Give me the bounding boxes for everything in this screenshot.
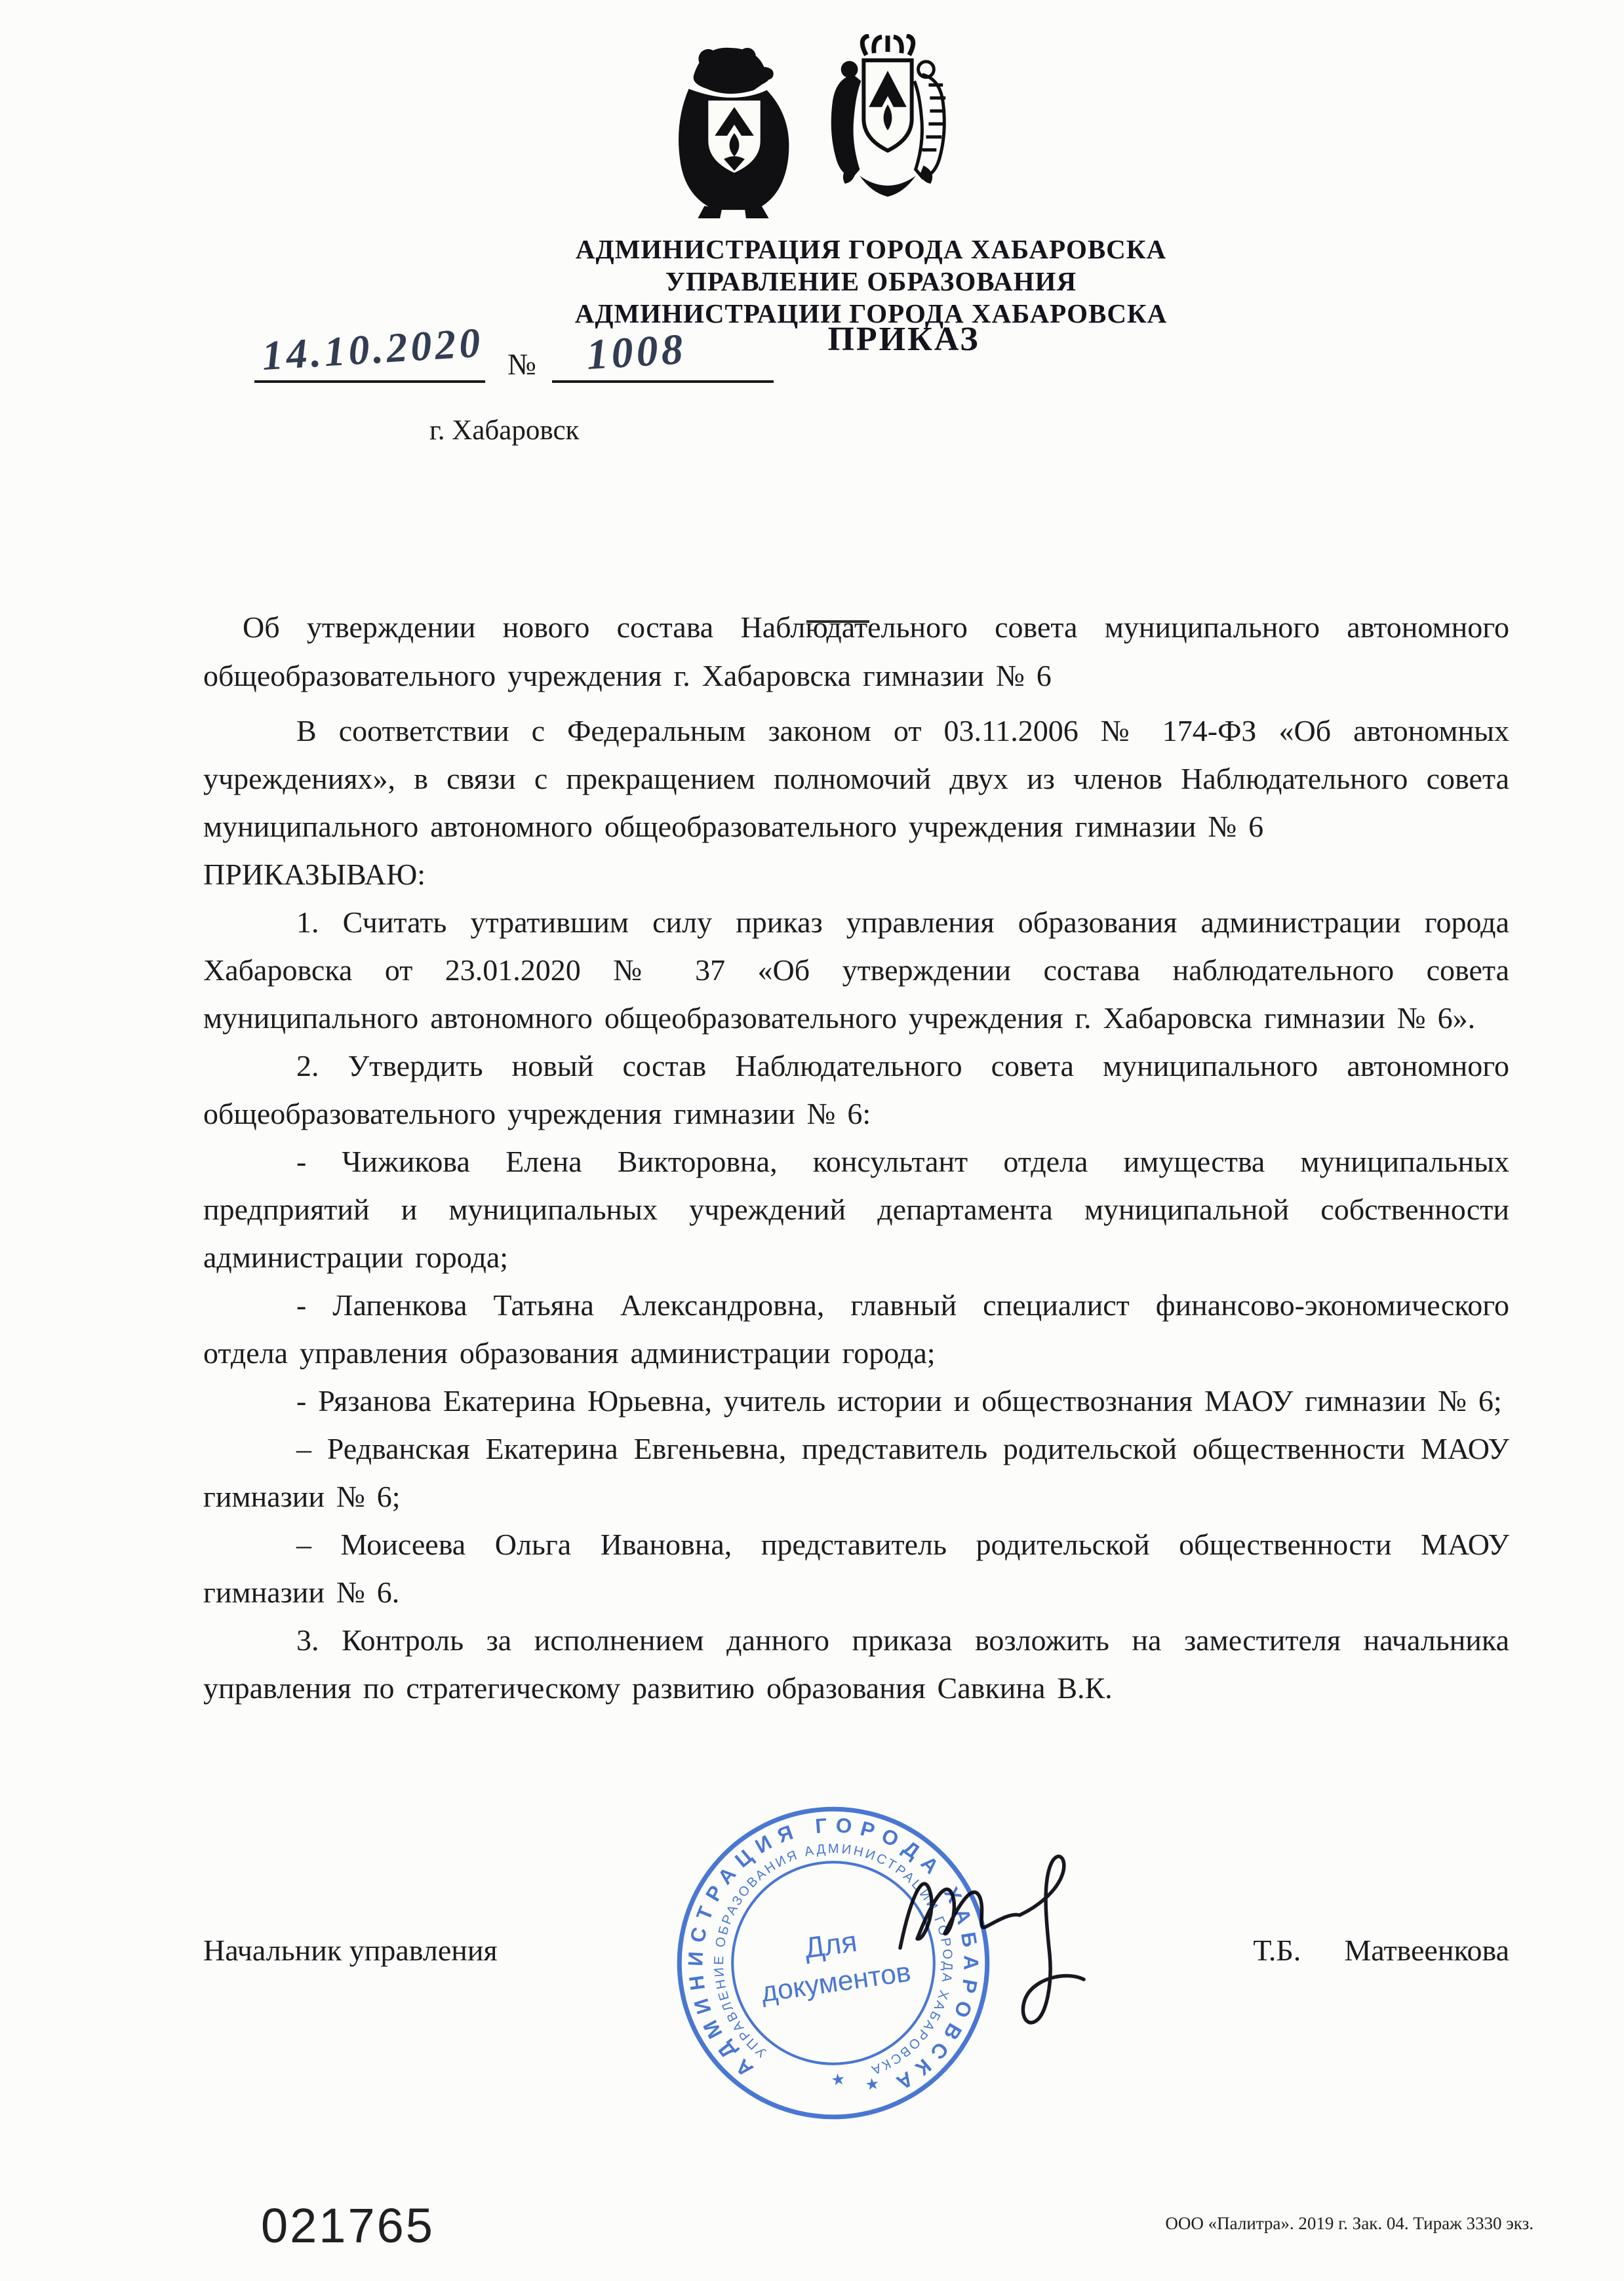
signer-initials: Т.Б. <box>1253 1934 1301 1967</box>
khabarovsk-krai-coat-of-arms-icon <box>669 43 800 219</box>
body-paragraph-item-3: 3. Контроль за исполнением данного приказа возложить на заместителя начальника управления по стратегическому развитию образования Савкина В.К. <box>203 1623 1509 1705</box>
letterhead <box>118 233 1624 330</box>
stamp-star-icon: ★ <box>863 2074 881 2095</box>
handwritten-date: 14.10.2020 <box>260 319 485 380</box>
body-list-member-4: – Редванская Екатерина Евгеньевна, представитель родительской общественности МАОУ гимназии № 6; <box>203 1432 1509 1513</box>
body-paragraph-preamble: В соответствии с Федеральным законом от 03.11.2006 № 174-ФЗ «Об автономных учреждениях», в связи с прекращением полномочий двух из членов Наблюдательного совета муниципального автономного общеобразовательного учреждения гимназии № 6 <box>203 714 1509 843</box>
body-paragraph-item-2: 2. Утвердить новый состав Наблюдательного совета муниципального автономного общеобразовательного учреждения гимназии № 6: <box>203 1049 1509 1130</box>
signature-scribble <box>882 1813 1131 2062</box>
stamp-inner-ring-text: УПРАВЛЕНИЕ ОБРАЗОВАНИЯ АДМИНИСТРАЦИИ ГОРОДА ХАБАРОВСКА <box>711 1841 955 2078</box>
signer-name <box>1253 1933 1509 1968</box>
stamp-star-icon: ★ <box>829 2070 847 2090</box>
subject-paragraph: Об утверждении нового состава Наблюдательного совета муниципального автономного общеобразовательного учреждения г. Хабаровска гимназии № 6 <box>203 610 1509 692</box>
number-sign: № <box>507 347 536 381</box>
body-list-member-3: - Рязанова Екатерина Юрьевна, учитель истории и обществознания МАОУ гимназии № 6; <box>296 1384 1502 1418</box>
order-body <box>203 707 1509 1712</box>
stamp-center-text-line1: Для <box>802 1925 860 1965</box>
city-line: г. Хабаровск <box>429 415 580 446</box>
body-paragraph-item-1: 1. Считать утратившим силу приказ управления образования администрации города Хабаровска от 23.01.2020 № 37 «Об утверждении состава наблюдательного совета муниципального автономного общеобразовательного учреждения г. Хабаровска гимназии № 6». <box>203 905 1509 1035</box>
org-name-line-3: АДМИНИСТРАЦИИ ГОРОДА ХАБАРОВСКА <box>574 298 1168 328</box>
org-name-line-2: УПРАВЛЕНИЕ ОБРАЗОВАНИЯ <box>665 266 1077 296</box>
date-number-line <box>254 319 774 383</box>
signer-position-label: Начальник управления <box>203 1934 498 1967</box>
form-serial-number: 021765 <box>261 2198 435 2253</box>
org-name-line-1: АДМИНИСТРАЦИЯ ГОРОДА ХАБАРОВСКА <box>575 234 1167 264</box>
number-blank-line <box>552 323 774 383</box>
body-list-member-1: - Чижикова Елена Викторовна, консультант отдела имущества муниципальных предприятий и муниципальных учреждений департамента муниципальной собственности администрации города; <box>203 1145 1509 1274</box>
handwritten-number: 1008 <box>585 325 688 380</box>
print-shop-note: ООО «Палитра». 2019 г. Зак. 04. Тираж 3330 экз. <box>1165 2213 1534 2233</box>
signer-surname: Матвеенкова <box>1344 1934 1509 1967</box>
body-paragraph-prikazivayu: ПРИКАЗЫВАЮ: <box>203 858 426 891</box>
body-list-member-5: – Моисеева Ольга Ивановна, представитель родительской общественности МАОУ гимназии № 6. <box>203 1528 1509 1609</box>
date-blank-line <box>254 319 485 383</box>
document-type-title: ПРИКАЗ <box>827 321 980 358</box>
emblem-row <box>0 34 1624 219</box>
khabarovsk-city-coat-of-arms-icon <box>820 34 956 219</box>
stamp-center-text-line2: документов <box>759 1956 913 2008</box>
stamp-outer-ring-text: АДМИНИСТРАЦИЯ ГОРОДА ХАБАРОВСКА <box>684 1814 983 2097</box>
body-list-member-2: - Лапенкова Татьяна Александровна, главный специалист финансово-экономического отдела управления образования администрации города; <box>203 1288 1509 1370</box>
